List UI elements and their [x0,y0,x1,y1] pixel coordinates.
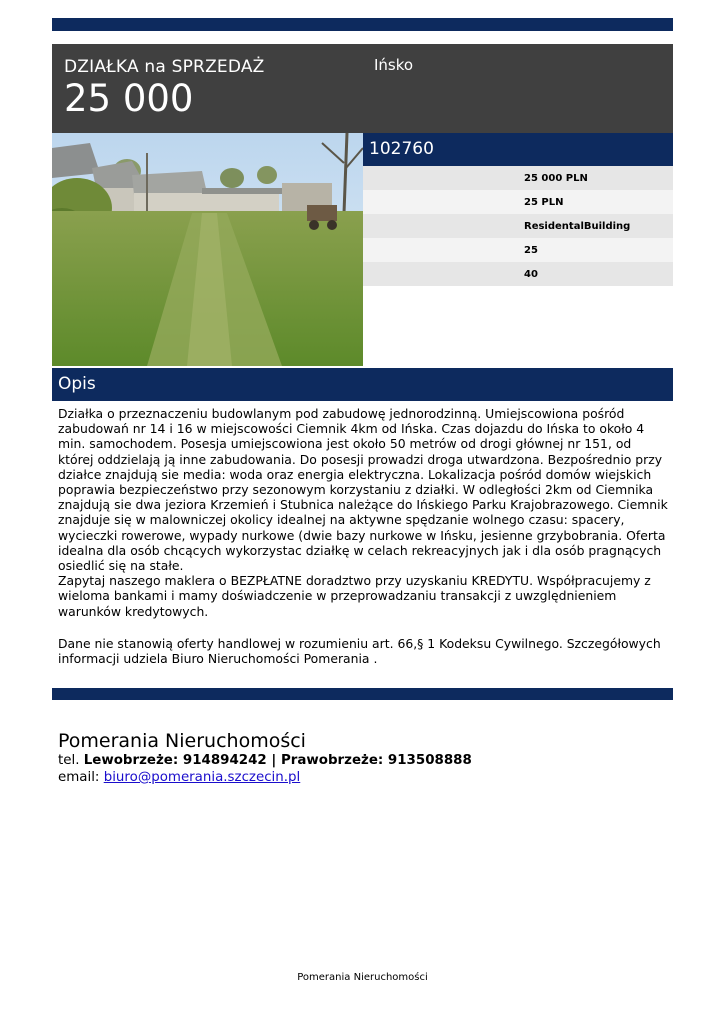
param-row [363,166,673,190]
description-text: Działka o przeznaczeniu budowlanym pod zabudowę jednorodzinną. Umiejscowiona pośród zabudowań nr 14 i 16 w miejscowości Ciemnik 4km od Ińska. Czas dojazdu do Ińska to około 4 min. samochodem. Posesja umiejscowiona jest około 50 metrów od drogi głównej nr 151, od której oddzielają ją inne zabudowania. Do posesji prowadzi droga utwardzona. Bezpośrednio przy działce znajdują sie media: woda oraz energia elektryczna. Lokalizacja pośród domów wiejskich poprawia bezpieczeństwo przy sezonowym korzystaniu z działki. W odległości 2km od Ciemnika znajdują sie dwa jeziora Krzemień i Stubnica należące do Ińskiego Parku Krajobrazowego. Ciemnik znajduje się w malowniczej okolicy idealnej na aktywne spędzanie wolnego czasu: spacery, wycieczki rowerowe, wypady nurkowe (dwie bazy nurkowe w Ińsku, jesienne grzybobrania. Oferta idealna dla osób chcących wykorzystac działkę w celach rekreacyjnych jak i dla osób pragnących osiedlić się na stałe. Zapytaj naszego maklera o BEZPŁATNE doradztwo przy uzyskaniu KREDYTU. Współpracujemy z wieloma bankami i mamy doświadczenie w przeprowadzaniu transakcji z uwzględnieniem warunków kredytowych. [58,406,668,619]
param-row [363,214,673,238]
param-value: 25 PLN [524,197,564,208]
param-row [363,262,673,286]
location: Ińsko [374,56,414,74]
email-prefix: email: [58,770,104,785]
disclaimer-text: Dane nie stanowią oferty handlowej w rozumieniu art. 66,§ 1 Kodeksu Cywilnego. Szczegółowych informacji udziela Biuro Nieruchomości Pomerania . [58,636,661,667]
description-header [52,368,673,401]
company-name: Pomerania Nieruchomości [58,730,306,752]
description-title: Opis [58,374,96,394]
param-row [363,190,673,214]
param-value: 25 000 PLN [524,173,588,184]
phone-numbers: Lewobrzeże: 914894242 | Prawobrzeże: 913508888 [83,753,472,768]
phone-prefix: tel. [58,753,84,768]
top-divider-bar [52,18,673,31]
param-value: 40 [524,269,538,280]
price-headline: 25 000 [64,77,194,120]
reference-number: 102760 [369,139,434,159]
param-value: ResidentalBuilding [524,221,631,232]
property-photo [52,133,363,366]
contact-phone [58,753,472,768]
page-footer: Pomerania Nieruchomości [297,972,428,983]
param-value: 25 [524,245,538,256]
listing-header [52,44,673,133]
param-row [363,238,673,262]
offer-type: DZIAŁKA na SPRZEDAŻ [64,57,265,77]
reference-header [363,133,673,166]
contact-email [58,770,300,785]
section-divider-bar [52,688,673,700]
email-link[interactable]: biuro@pomerania.szczecin.pl [103,770,301,785]
parameters-table [363,166,673,286]
